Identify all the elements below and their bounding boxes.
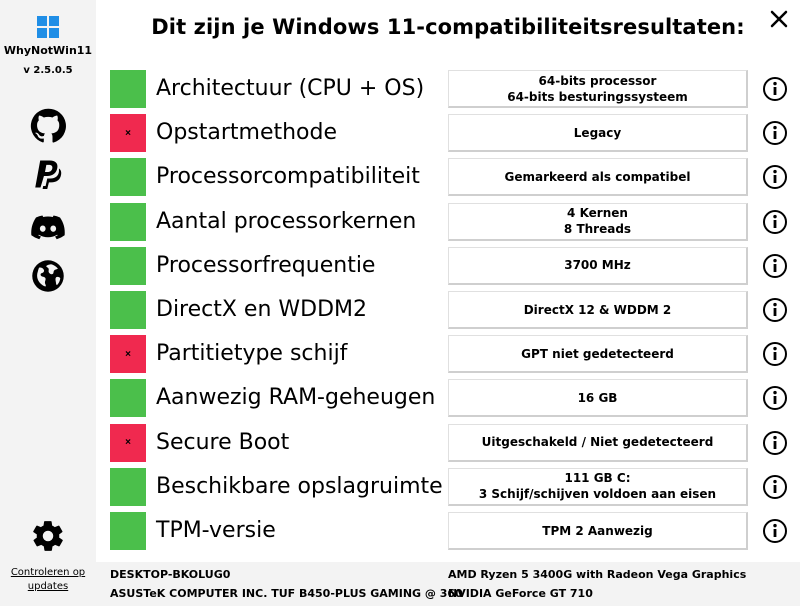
info-icon[interactable] [762, 164, 788, 190]
check-result-box [448, 291, 748, 329]
check-result-box [448, 335, 748, 373]
system-info-footer [96, 562, 800, 606]
discord-icon[interactable] [30, 210, 66, 246]
check-label: Secure Boot [156, 429, 290, 455]
info-icon[interactable] [762, 120, 788, 146]
status-indicator [110, 70, 146, 108]
check-result-line: Uitgeschakeld / Niet gedetecteerd [481, 435, 714, 450]
motherboard-info: ASUSTeK COMPUTER INC. TUF B450-PLUS GAMING @ 360 [110, 587, 463, 600]
check-result-box [448, 203, 748, 241]
status-indicator: × [110, 335, 146, 373]
check-label: DirectX en WDDM2 [156, 297, 368, 322]
app-version: v 2.5.0.5 [23, 65, 73, 76]
check-label: Beschikbare opslagruimte [156, 473, 443, 499]
check-label: Aantal processorkernen [156, 208, 417, 234]
info-icon[interactable] [762, 474, 788, 500]
check-result-box [448, 512, 748, 550]
check-row [96, 510, 800, 554]
check-result-line: 4 Kernen [567, 206, 628, 221]
status-indicator [110, 379, 146, 417]
check-row [96, 112, 800, 156]
check-result-line: TPM 2 Aanwezig [542, 523, 653, 538]
page-title: Dit zijn je Windows 11-compatibiliteitsresultaten: [151, 15, 745, 39]
status-indicator: × [110, 114, 146, 152]
settings-gear-icon[interactable] [30, 518, 66, 554]
check-label: Processorcompatibiliteit [156, 164, 420, 190]
cpu-info: AMD Ryzen 5 3400G with Radeon Vega Graphics [448, 568, 747, 581]
check-label: Processorfrequentie [156, 252, 376, 278]
status-indicator [110, 158, 146, 196]
globe-icon[interactable] [30, 258, 66, 294]
check-result-line: Gemarkeerd als compatibel [504, 169, 691, 184]
check-row [96, 466, 800, 510]
check-row [96, 377, 800, 421]
check-result-line: GPT niet gedetecteerd [521, 346, 674, 361]
paypal-icon[interactable] [30, 156, 66, 192]
check-row [96, 422, 800, 466]
check-result-line: DirectX 12 & WDDM 2 [523, 302, 672, 317]
check-result-box [448, 468, 748, 506]
check-result-line: 111 GB C: [564, 471, 631, 486]
check-result-line: 16 GB [577, 390, 618, 405]
check-row [96, 333, 800, 377]
check-label: Opstartmethode [156, 120, 338, 146]
check-row [96, 156, 800, 200]
check-updates-link[interactable]: Controleren op updates [10, 567, 86, 592]
check-result-line: 3700 MHz [564, 258, 631, 273]
check-row [96, 201, 800, 245]
info-icon[interactable] [762, 76, 788, 102]
status-indicator: × [110, 424, 146, 462]
check-result-line: Legacy [573, 125, 622, 140]
check-result-box [448, 114, 748, 152]
check-label: Aanwezig RAM-geheugen [156, 385, 436, 411]
computer-name: DESKTOP-BKOLUG0 [110, 568, 231, 581]
info-icon[interactable] [762, 430, 788, 456]
check-row [96, 68, 800, 112]
info-icon[interactable] [762, 341, 788, 367]
check-result-line: 8 Threads [563, 222, 632, 237]
status-indicator [110, 247, 146, 285]
check-row [96, 245, 800, 289]
gpu-info: NVIDIA GeForce GT 710 [448, 587, 593, 600]
check-result-box [448, 379, 748, 417]
check-result-box [448, 70, 748, 108]
check-label: Partitietype schijf [156, 341, 348, 367]
app-name: WhyNotWin11 [3, 44, 93, 57]
status-indicator [110, 468, 146, 506]
sidebar [0, 0, 96, 606]
close-icon[interactable] [768, 8, 790, 30]
check-result-box [448, 424, 748, 462]
status-indicator [110, 512, 146, 550]
status-indicator [110, 291, 146, 329]
info-icon[interactable] [762, 209, 788, 235]
check-label: TPM-versie [156, 518, 276, 543]
windows-logo-icon [37, 16, 59, 38]
check-label: Architectuur (CPU + OS) [156, 76, 425, 101]
check-result-line: 64-bits besturingssysteem [507, 89, 688, 104]
check-result-line: 3 Schijf/schijven voldoen aan eisen [478, 487, 717, 502]
check-row [96, 289, 800, 333]
info-icon[interactable] [762, 518, 788, 544]
status-indicator [110, 203, 146, 241]
check-result-box [448, 158, 748, 196]
info-icon[interactable] [762, 385, 788, 411]
info-icon[interactable] [762, 297, 788, 323]
check-result-line: 64-bits processor [538, 73, 657, 88]
info-icon[interactable] [762, 253, 788, 279]
github-icon[interactable] [30, 108, 66, 144]
check-result-box [448, 247, 748, 285]
